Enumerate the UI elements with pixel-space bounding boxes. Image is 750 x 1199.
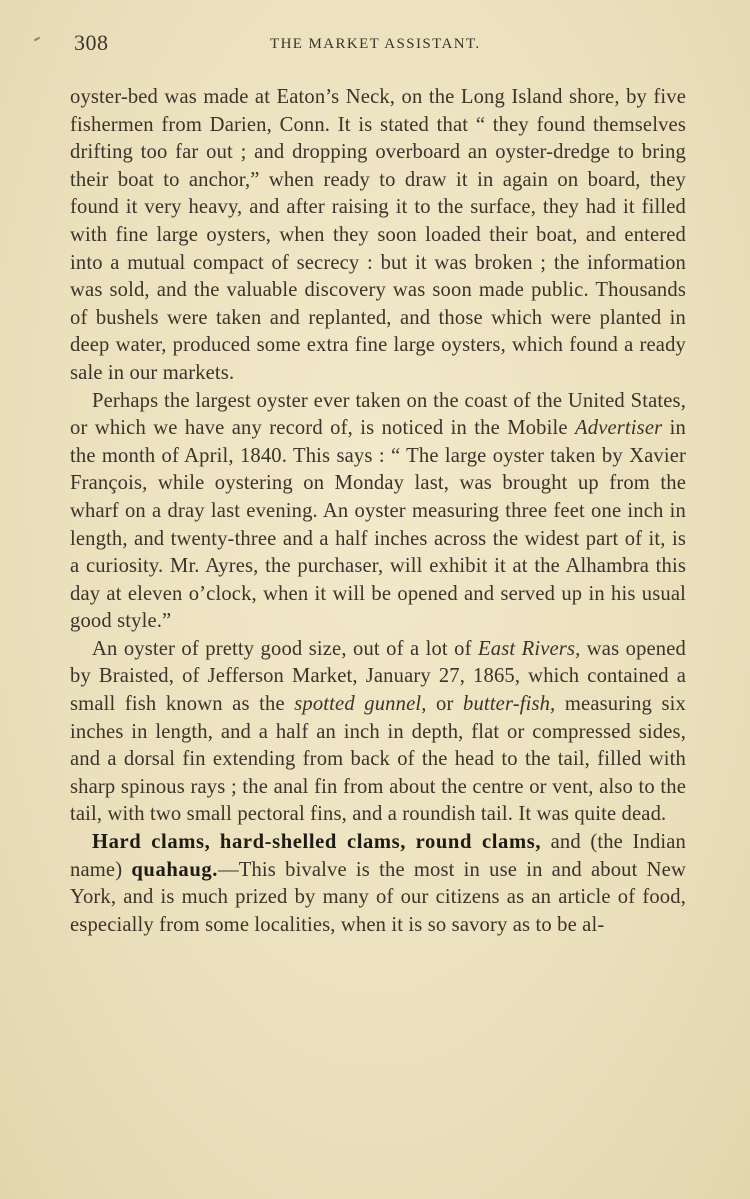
bold-term: hard-shelled clams, [219,831,407,854]
italic-term: butter-fish, [463,693,556,716]
paragraph-text: or [426,693,464,716]
page-header [74,30,694,56]
paragraph-fish-in-oyster [70,636,686,829]
paragraph-text: measuring six inches in length, and a half an inch in depth, flat or compressed sides, and a dorsal fin extending from back of the head to the tail, filled with sharp spinous rays ; the anal fin from about the centre or vent, also to the tail, with two small pectoral fins, and a roundish tail. It was quite dead. [70,693,686,826]
body-text [70,84,686,939]
running-head: THE MARKET ASSISTANT. [270,36,481,52]
paragraph-text: Perhaps the largest oyster ever taken on the coast of the United States, or which we have any record of, is noticed in the Mobile [70,389,686,440]
paragraph-text: in the month of April, 1840. This says : “ The large oyster taken by Xavier François, while oystering on Monday last, was brought up from the wharf on a dray last evening. An oyster measuring three feet one inch in length, and twenty-three and a half inches across the widest part of it, is a curiosity. Mr. Ayres, the purchaser, will exhibit it at the Alhambra this day at eleven o’clock, when it will be opened and served up in his usual good style.” [70,417,686,633]
stray-ink-mark [34,37,40,42]
newspaper-name: Advertiser [575,417,663,440]
paragraph-text: An oyster of pretty good size, out of a lot of [92,637,479,660]
paragraph-oyster-bed: oyster-bed was made at Eaton’s Neck, on the Long Island shore, by five fishermen from Darien, Conn. It is stated that “ they found themselves drifting too far out ; and dropping overboard an oyster-dredge to bring their boat to anchor,” when ready to draw it in again on board, they found it very heavy, and after raising it to the surface, they had it filled with fine large oysters, when they soon loaded their boat, and entered into a mutual compact of secrecy : but it was broken ; the information was sold, and the valuable discovery was soon made public. Thousands of bushels were taken and replanted, and those which were planted in deep water, produced some extra fine large oysters, which found a ready sale in our markets. [70,86,686,384]
page-number: 308 [74,30,109,55]
paragraph-hard-clams [70,829,686,939]
paragraph-text: was opened by Braisted, of Jefferson Market, January 27, 1865, which contained a small fish known as the [70,637,686,716]
italic-term: spotted gunnel, [294,693,427,716]
paragraph-text: and (the Indian name) [70,831,686,881]
bold-term: quahaug. [131,858,219,881]
italic-term: East Rivers, [478,637,581,660]
paragraph-largest-oyster [70,388,686,636]
paragraph-text: —This bivalve is the most in use in and about New York, and is much prized by many of our citizens as an article of food, especially from some localities, when it is so savory as to be al- [70,858,686,936]
bold-term: round clams, [415,831,542,854]
bold-term: Hard clams, [92,831,211,854]
